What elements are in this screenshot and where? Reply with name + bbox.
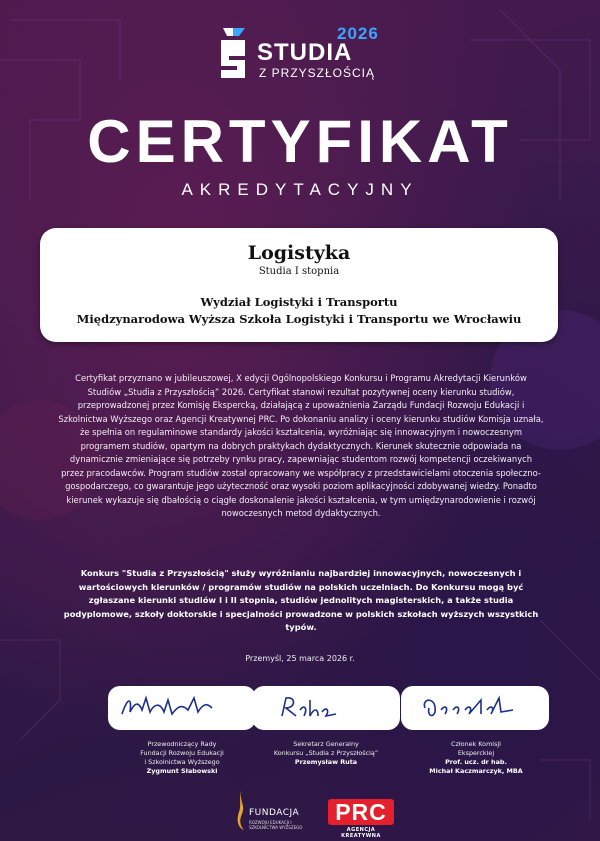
school-name: Międzynarodowa Wyższa Szkoła Logistyki i Transportu we Wrocławiu <box>76 312 522 326</box>
certificate-body-text: Certyfikat przyznano w jubileuszowej, X edycji Ogólnopolskiego Konkursu i Programu Akredytacji Kierunków Studiów „Studia z Przyszłością” 2026. Certyfikat stanowi rezultat pozytywnej oceny kierunku studiów, przeprowadzonej przez Komisję Ekspercką, działającą z upoważnienia Zarządu Fundacji Rozwoju Edukacji i Szkolnictwa Wyższego oraz Agencji Kreatywnej PRC. Po dokonaniu analizy i oceny kierunku studiów Komisja uznała, że spełnia on regulaminowe standardy jakości kształcenia, wyróżniając się innowacyjnym i nowoczesnym programem studiów, opartym na dobrych praktykach dydaktycznych. Kierunek skutecznie odpowiada na dynamicznie zmieniające się potrzeby rynku pracy, zapewniając studentom rozwój kompetencji oczekiwanych przez pracodawców. Program studiów został opracowany we współpracy z przedstawicielami otoczenia społeczno-gospodarczego, co gwarantuje jego użyteczność oraz wysoki poziom aplikacyjności zdobywanej wiedzy. Ponadto kierunek wykazuje się dbałością o ciągłe doskonalenie jakości kształcenia, w tym umiędzynarodowienie i rozwój nowoczesnych metod dydaktycznych. <box>58 373 544 518</box>
signatory-3-name: Michał Kaczmarczyk, MBA <box>429 767 523 775</box>
signature-1 <box>108 686 256 730</box>
signatory-2-name: Przemysław Ruta <box>294 758 358 766</box>
certificate-title: CERTYFIKAT <box>87 108 513 175</box>
signatory-1-label: Przewodniczący Rady Fundacji Rozwoju Edukacji i Szkolnictwa Wyższego Zygmunt Słabowski <box>92 740 272 776</box>
signature-3-drawing <box>401 686 549 730</box>
program-card <box>40 228 558 342</box>
fundacja-logo: FUNDACJA ROZWOJU EDUKACJI I SZKOLNICTWA WYŻSZEGO <box>236 788 326 832</box>
signature-3 <box>401 686 549 730</box>
logo-name: STUDIA <box>257 39 353 66</box>
field-of-study: Logistyka <box>247 242 351 264</box>
prc-logo: PRC AGENCJA KREATYWNA <box>328 799 394 839</box>
certificate-subtitle: AKREDYTACYJNY <box>181 180 419 199</box>
logo-mark-icon <box>217 26 249 80</box>
faculty-name: Wydział Logistyki i Transportu <box>200 295 398 309</box>
signatory-2-label: Sekretarz Generalny Konkursu „Studia z Przyszłością” Przemysław Ruta <box>236 740 416 767</box>
flame-icon <box>236 788 248 832</box>
signatory-3-label: Członek Komisji Eksperckiej Prof. ucz. dr hab. Michał Kaczmarczyk, MBA <box>386 740 566 776</box>
study-level: Studia I stopnia <box>258 266 340 277</box>
signature-2 <box>252 686 400 730</box>
issue-date: Przemyśl, 25 marca 2026 r. <box>245 654 355 663</box>
signature-1-drawing <box>108 686 256 730</box>
logo-year: 2026 <box>337 24 379 43</box>
logo <box>217 24 392 82</box>
logo-subtitle: Z PRZYSZŁOŚCIĄ <box>259 66 376 80</box>
signature-2-drawing <box>252 686 400 730</box>
contest-description: Konkurs "Studia z Przyszłością" służy wyróżnianiu najbardziej innowacyjnych, nowoczesnych i wartościowych kierunków / programów studiów na polskich uczelniach. Do Konkursu mogą być zgłaszane kierunki studiów I i II stopnia, studiów jednolitych magisterskich, a także studia podyplomowe, szkoły doktorskie i specjalności prowadzone w polskich szkołach wyższych wszystkich typów. <box>63 568 539 632</box>
signatory-1-name: Zygmunt Słabowski <box>146 767 218 775</box>
